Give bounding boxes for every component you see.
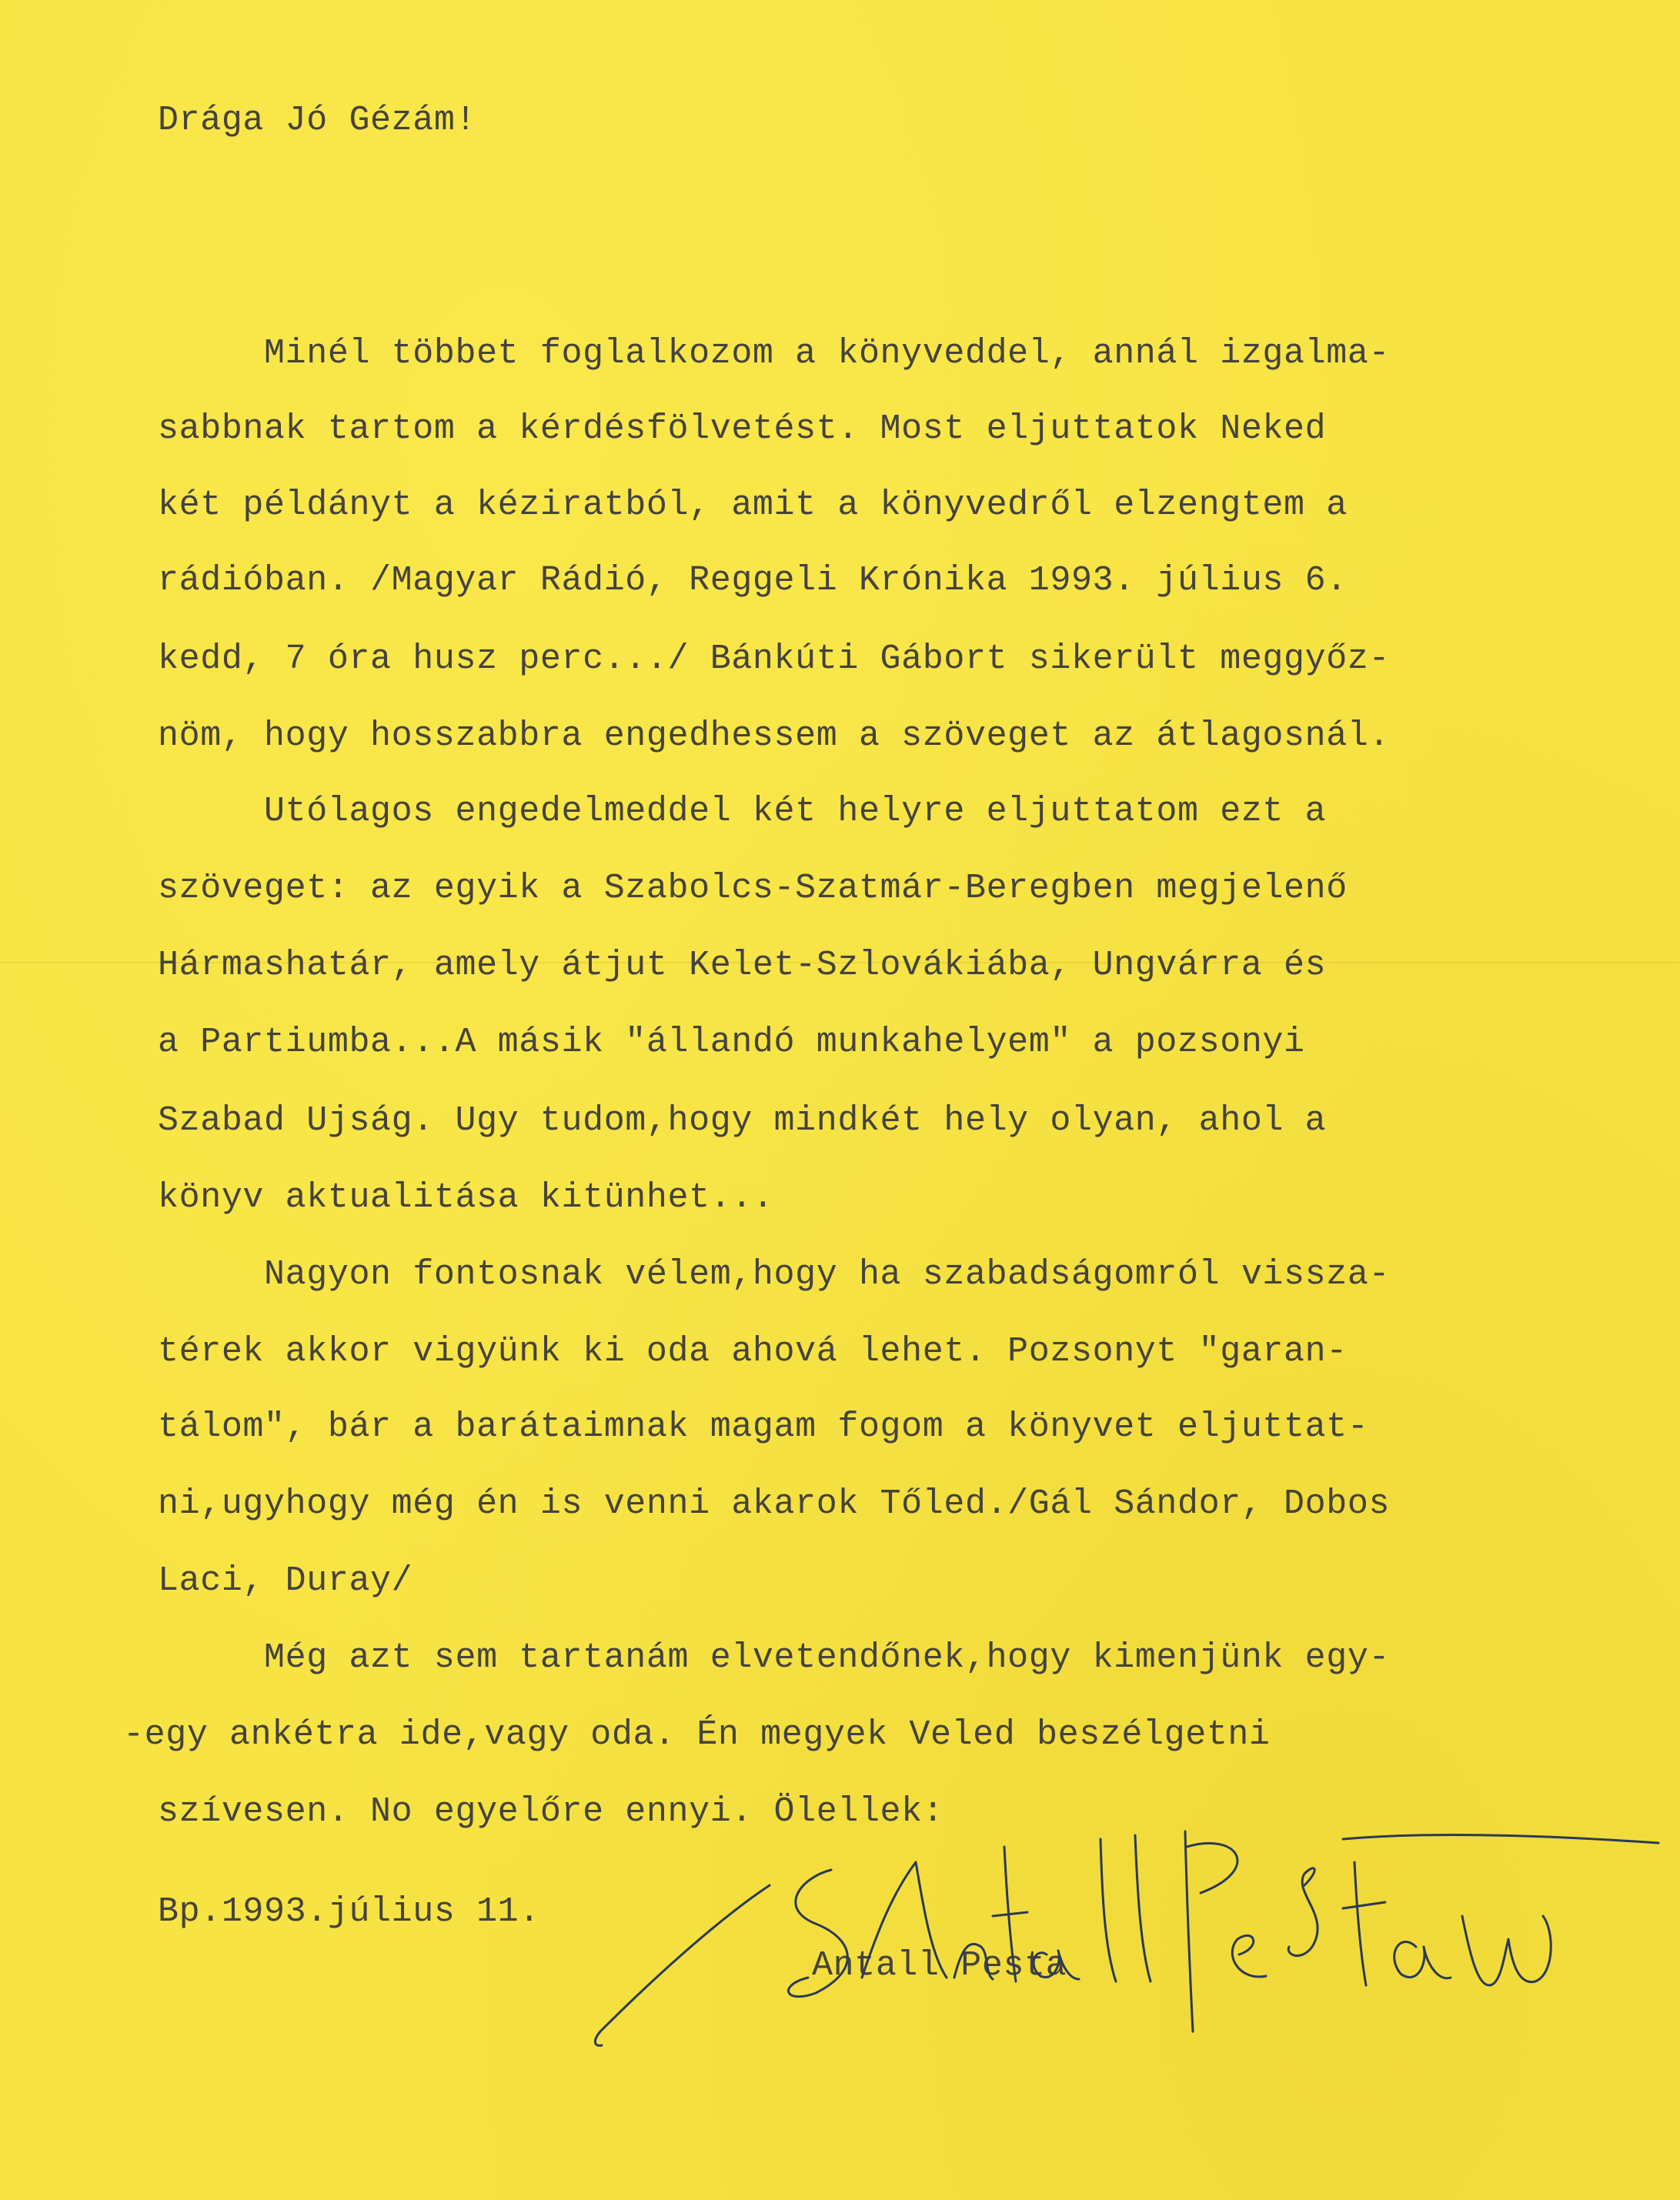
body-line: nöm, hogy hosszabbra engedhessem a szöveget az átlagosnál. bbox=[158, 716, 1391, 756]
body-line: Utólagos engedelmeddel két helyre eljuttatom ezt a bbox=[158, 792, 1327, 831]
body-line: Nagyon fontosnak vélem,hogy ha szabadságomról vissza- bbox=[158, 1255, 1391, 1294]
body-line: Szabad Ujság. Ugy tudom,hogy mindkét hely olyan, ahol a bbox=[158, 1101, 1327, 1140]
letter-date: Bp.1993.július 11. bbox=[158, 1892, 540, 1931]
body-line: térek akkor vigyünk ki oda ahová lehet. Pozsonyt "garan- bbox=[158, 1332, 1348, 1371]
body-line: Hármashatár, amely átjut Kelet-Szlovákiába, Ungvárra és bbox=[158, 946, 1327, 985]
body-line: tálom", bár a barátaimnak magam fogom a könyvet eljuttat- bbox=[158, 1407, 1369, 1447]
body-line: könyv aktualitása kitünhet... bbox=[158, 1178, 774, 1217]
body-line: sabbnak tartom a kérdésfölvetést. Most eljuttatok Neked bbox=[158, 409, 1327, 449]
handwritten-signature bbox=[585, 1801, 1662, 2055]
body-line: szívesen. No egyelőre ennyi. Ölellek: bbox=[158, 1792, 944, 1831]
typed-signature-name: Antall Pesta bbox=[812, 1946, 1067, 1985]
body-line: a Partiumba...A másik "állandó munkahelyem" a pozsonyi bbox=[158, 1023, 1305, 1062]
body-line: Minél többet foglalkozom a könyveddel, annál izgalma- bbox=[158, 334, 1391, 373]
body-line: két példányt a kéziratból, amit a könyvedről elzengtem a bbox=[158, 486, 1348, 525]
body-line: Még azt sem tartanám elvetendőnek,hogy kimenjünk egy- bbox=[158, 1638, 1391, 1678]
body-line: rádióban. /Magyar Rádió, Reggeli Krónika 1993. július 6. bbox=[158, 561, 1348, 600]
body-line: ni,ugyhogy még én is venni akarok Tőled./Gál Sándor, Dobos bbox=[158, 1484, 1391, 1524]
body-line: -egy ankétra ide,vagy oda. Én megyek Veled beszélgetni bbox=[123, 1715, 1271, 1754]
salutation: Drága Jó Gézám! bbox=[158, 101, 477, 140]
body-line: szöveget: az egyik a Szabolcs-Szatmár-Beregben megjelenő bbox=[158, 869, 1348, 908]
body-line: Laci, Duray/ bbox=[158, 1561, 413, 1601]
body-line: kedd, 7 óra husz perc.../ Bánkúti Gábort sikerült meggyőz- bbox=[158, 639, 1391, 679]
